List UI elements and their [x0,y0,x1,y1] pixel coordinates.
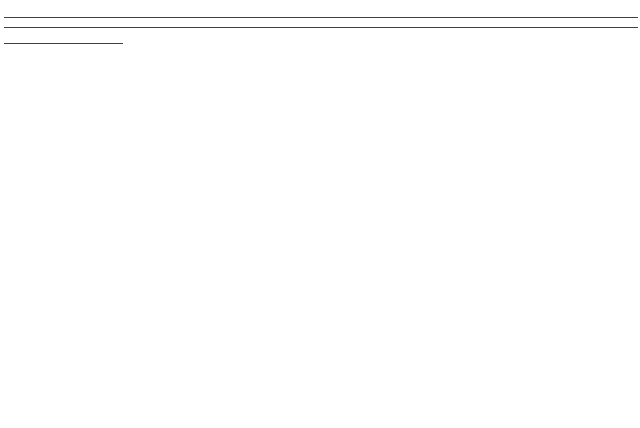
year-header-2016 [123,18,376,28]
unit-label [4,35,123,44]
electricity-table [4,17,638,44]
table-header [4,18,638,44]
year-header-2017 [385,18,638,28]
